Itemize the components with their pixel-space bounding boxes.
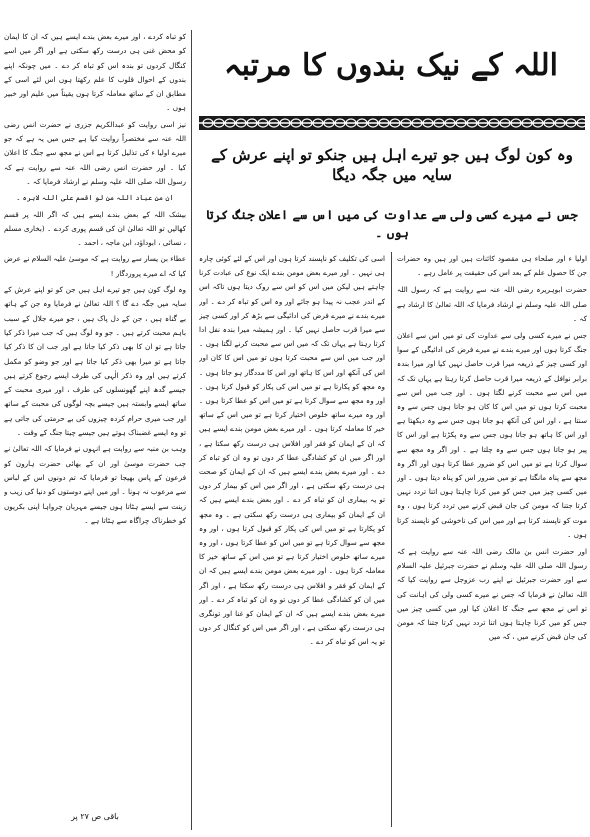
continued-note: باقی ص ۲۷ پر [71, 812, 119, 821]
article-intro: جس نے میرے کسی ولی سے عداوت کی میں اس سے اعلان جنگ کرتا ہوں ۔ [206, 207, 578, 240]
chain-ornament-divider [199, 116, 585, 130]
left-paragraph-4: عطاء بن یسار سے روایت ہے کہ موسیٰ علیہ السلام نے عرض کیا کہ اے میرے پروردگار ! [4, 254, 186, 278]
left-arabic-hadith: ان من عباد اللہ من لو اقسم علی اللہ لابرہ ۔ [16, 193, 174, 203]
right-paragraph-4: اور حضرت انس بن مالک رضی اللہ عنہ سے روایت ہے کہ رسول اللہ صلی اللہ علیہ وسلم نے حضرت جبرئیل علیہ السلام سے اور حضرت جبرئیل نے اپنے رب عزوجل سے روایت کیا کہ اللہ تعالیٰ نے فرمایا کہ جس نے میرے کسی ولی کی اہانت کی تو اس نے مجھ سے جنگ کا اعلان کیا اور میں کسی چیز میں جس کو میں کرنا چاہتا ہوں اتنا تردد نہیں کرتا جتنا کہ مومن کی جان قبض کرنے میں ، کہ میں [397, 547, 587, 642]
left-paragraph-5: وہ لوگ کون ہیں جو تیرے اہل ہیں جن کو تو اپنے عرش کے سایہ میں جگہ دے گا ؟ اللہ تعالیٰ نے فرمایا وہ جن کے ہاتھ بے گناہ ہیں ، جن کے دل پاک ہیں ، جو میرے جلال کے سبب باہم محبت کرتے ہیں ۔ جو وہ لوگ ہیں کہ جب میرا ذکر کیا جاتا ہے تو ان کا بھی ذکر کیا جاتا ہے اور جب ان کا ذکر کیا جاتا ہے تو میرا بھی ذکر کیا جاتا ہے اور جو وضو کو مکمل کرتے ہیں اور وہ ذکر الٰہی کی طرف ایسے رجوع کرتے ہیں جیسے گدھ اپنے گھونسلوں کی طرف ، اور میری محبت کے ساتھ ایسے وابستہ ہیں جیسے بچہ لوگوں کی محبت کے ساتھ اور جب میری حرام کردہ چیزوں کی بے حرمتی کی جاتی ہے تو وہ ایسے غضبناک ہوتے ہیں جیسے چیتا جنگ کے وقت ۔ [4, 285, 186, 438]
right-column [397, 252, 587, 827]
right-paragraph-2: حضرت ابوہریرہ رضی اللہ عنہ سے روایت ہے کہ رسول اللہ صلی اللہ علیہ وسلم نے ارشاد فرمایا کہ اللہ تعالیٰ کا ارشاد ہے کہ ۔ [397, 285, 587, 323]
left-paragraph-3: بیشک اللہ کے بعض بندے ایسے ہیں کہ اگر اللہ پر قسم کھالیں تو اللہ تعالیٰ ان کی قسم پوری کردے ۔ (بخاری مسلم ، نسائی ، ابوداؤد، ابن ماجہ ، احمد ۔ [4, 209, 186, 248]
left-paragraph-1: کو تباہ کردے ، اور میرے بعض بندے ایسے ہیں کہ ان کا ایمان کو محض غنی ہی درست رکھ سکتی ہے اور اگر میں اسے کنگال کردوں تو بندہ اس کو تباہ کر دے ۔ میں چونکہ اپنے بندوں کے احوال قلوب کا علم رکھتا ہوں اس لئے اسی کے مطابق ان کے ساتھ معاملہ کرتا ہوں یقیناً میں علیم اور خبیر ہوں ۔ [4, 32, 186, 113]
right-paragraph-1: اولیا ء اور صلحاء ہی مقصود کائنات ہیں اور ہیں وہ حضرات جن کا حصول علم کے بعد اس کی حقیقت پر عامل رہے ۔ [397, 254, 587, 278]
left-paragraph-2: نیز اسی روایت کو عبدالکریم جزری نے حضرت انس رضی اللہ عنہ سے مختصراً روایت کیا ہے جس میں یہ ہے کہ جو میرے اولیا ء کی تذلیل کرتا ہے اس نے مجھ سے جنگ کا اعلان کیا ۔ اور حضرت انس رضی اللہ عنہ سے روایت ہے کہ رسول اللہ صلی اللہ علیہ وسلم نے ارشاد فرمایا کہ ۔ [4, 119, 186, 186]
inner-column-divider [391, 252, 392, 827]
column-divider [191, 30, 192, 830]
right-paragraph-3: جس نے میرے کسی ولی سے عداوت کی تو میں اس سے اعلان جنگ کرتا ہوں اور میرے بندے نے میرے فرض کی ادائیگی کے سوا اور کسی چیز کے ذریعہ میرا قرب حاصل نہیں کیا اور میرا بندہ برابر نوافل کے ذریعہ میرا قرب حاصل کرتا رہتا ہے یہاں تک کہ میں اس سے محبت کرنے لگتا ہوں ۔ اور جب میں اس سے محبت کرتا ہوں تو میں اس کا کان ہو جاتا ہوں جس سے وہ سنتا ہے ، اور اس کی آنکھ ہو جاتا ہوں جس سے وہ دیکھتا ہے اور اس کا ہاتھ ہو جاتا ہوں جس سے وہ پکڑتا ہے اور اس کا پیر ہو جاتا ہوں جس سے وہ چلتا ہے ۔ اور اگر وہ مجھ سے سوال کرتا ہے تو میں اس کو ضرور عطا کرتا ہوں اور اگر وہ مجھ سے پناہ مانگتا ہے تو میں ضرور اس کو پناہ دیتا ہوں ۔ اور میں کسی چیز میں جس کو میں کرنا چاہتا ہوں اتنا تردد نہیں کرتا جتنا کہ مومن کی جان قبض کرنے میں تردد کرتا ہوں ، وہ موت کو ناپسند کرتا ہے اور میں اس کی ناخوشی کو ناپسند کرتا ہوں ۔ [397, 331, 587, 539]
article-title: اللہ کے نیک بندوں کا مرتبہ [224, 47, 559, 83]
middle-paragraph-1: اسی کی تکلیف کو ناپسند کرتا ہوں اور اس کے لئے کوئی چارہ ہی نہیں ۔ اور میرے بعض مومن بندے ایک نوع کی عبادت کرنا چاہتے ہیں لیکن میں اس کو اس سے روک دیتا ہوں تاکہ اس کے اندر عجب نہ پیدا ہو جائے اور وہ اس کو تباہ کر دے ۔ اور میرے بندے نے میرے فرض کی ادائیگی سے بڑھ کر اور کسی چیز سے میرا قرب حاصل نہیں کیا ۔ اور ہمیشہ میرا بندہ نفل ادا کرتا رہتا ہے یہاں تک کہ میں اس سے محبت کرنے لگتا ہوں ۔ اور جب میں اس سے محبت کرتا ہوں تو میں اس کا کان اور اس کی آنکھ اور اس کا ہاتھ اور اس کا مددگار ہو جاتا ہوں ۔ وہ مجھ کو پکارتا ہے تو میں اس کی پکار کو قبول کرتا ہوں ۔ اور وہ مجھ سے سوال کرتا ہے تو میں اس کو عطا کرتا ہوں ۔ اور وہ میرے ساتھ خلوص اختیار کرتا ہے تو میں اس کے ساتھ خیر کا معاملہ کرتا ہوں ۔ اور میرے بعض مومن بندے ایسے ہیں کہ ان کے ایمان کو فقر اور افلاس ہی درست رکھ سکتا ہے ، اور اگر میں ان کو کشادگی عطا کر دوں تو وہ ان کو تباہ کر دے ۔ اور میرے بعض بندے ایسے ہیں کہ ان کے ایمان کو صحت ہی درست رکھ سکتی ہے ، اور اگر میں اس کو بیمار کر دوں تو یہ بیماری ان کو تباہ کر دے ۔ اور بعض بندے ایسے ہیں کہ ان کے ایمان کو بیماری ہی درست رکھ سکتی ہے ۔ وہ مجھ کو پکارتا ہے تو میں اس کی پکار کو قبول کرتا ہوں ، اور وہ مجھ سے سوال کرتا ہے تو میں اس کو عطا کرتا ہوں ، اور وہ میرے ساتھ خلوص اختیار کرتا ہے تو میں اس کے ساتھ خیر کا معاملہ کرتا ہوں ۔ اور میرے بعض مومن بندے ایسے ہیں کہ ان کے ایمان کو فقر و افلاس ہی درست رکھ سکتا ہے ، اور اگر میں ان کو کشادگی عطا کر دوں تو وہ ان کو تباہ کر دے ۔ اور میرے بعض بندے ایسے ہیں کہ ان کے ایمان کو غنا اور تونگری ہی درست رکھ سکتی ہے ، اور اگر میں اس کو کنگال کر دوں تو یہ اس کو تباہ کر دے ۔ [199, 254, 385, 647]
left-paragraph-6: وہب بن منبہ سے روایت ہے انہوں نے فرمایا کہ اللہ تعالیٰ نے جب حضرت موسیٰ اور ان کے بھائی حضرت ہارون کو فرعون کے پاس بھیجا تو فرمایا کہ تم دونوں اس کے لباس سے مرعوب نہ ہونا ۔ اور میں اپنے دوستوں کو دنیا کی زیب و زینت سے ایسے ہٹاتا ہوں جیسے مہربان چرواہا اپنی بکریوں کو خطرناک چراگاہ سے ہٹاتا ہے ۔ [4, 444, 186, 525]
left-column [4, 30, 186, 830]
middle-column [199, 252, 385, 827]
article-subtitle: وہ کون لوگ ہیں جو تیرے اہل ہیں جنکو تو اپنے عرش کے سایہ میں جگہ دیگا [211, 146, 573, 184]
article-body [199, 252, 587, 832]
